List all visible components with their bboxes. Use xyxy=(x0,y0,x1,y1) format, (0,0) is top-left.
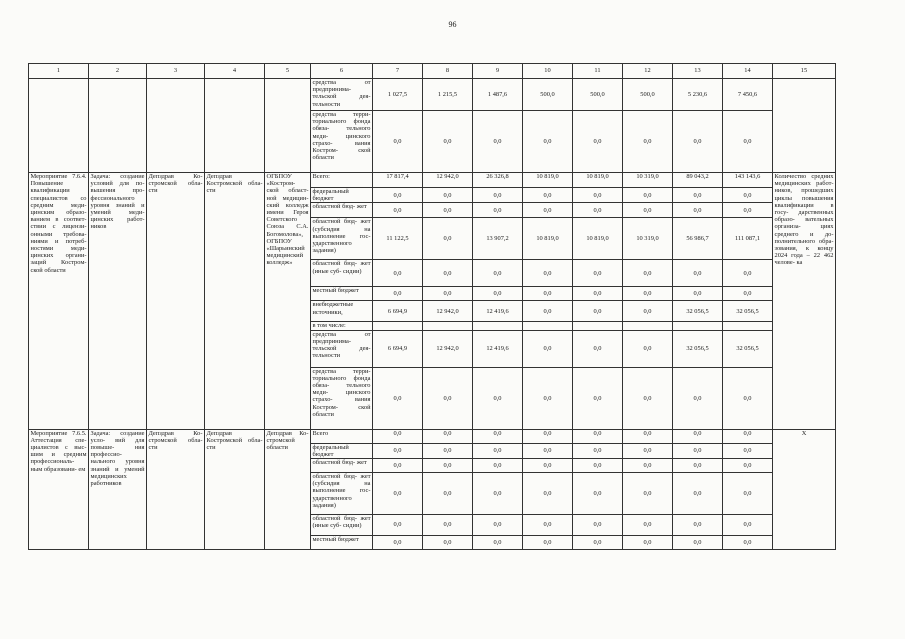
amount-cell: 32 056,5 xyxy=(673,301,723,322)
amount-cell: 0,0 xyxy=(573,330,623,367)
amount-cell: 0,0 xyxy=(373,429,423,443)
amount-cell: 0,0 xyxy=(423,203,473,218)
amount-cell xyxy=(423,322,473,330)
coexecutor-cell: Депздрав Ко- стромской обла- сти xyxy=(147,429,205,549)
amount-cell xyxy=(373,322,423,330)
amount-cell: 1 215,5 xyxy=(423,79,473,111)
amount-cell: 0,0 xyxy=(373,367,423,429)
measure-name-cell: Мероприятие 7.6.5. Аттестация спе- циалистов с выс- шим и средним профессиональ- ным образовани- ем xyxy=(29,429,89,549)
amount-cell: 0,0 xyxy=(573,203,623,218)
amount-cell: 0,0 xyxy=(523,301,573,322)
amount-cell: 0,0 xyxy=(423,536,473,550)
amount-cell: 0,0 xyxy=(523,459,573,473)
amount-cell: 1 027,5 xyxy=(373,79,423,111)
amount-cell: 0,0 xyxy=(373,473,423,515)
amount-cell: 0,0 xyxy=(373,443,423,458)
amount-cell: 0,0 xyxy=(723,260,773,287)
amount-cell: 0,0 xyxy=(473,473,523,515)
amount-cell: 0,0 xyxy=(523,111,573,173)
amount-cell: 0,0 xyxy=(623,330,673,367)
amount-cell: 0,0 xyxy=(373,188,423,203)
amount-cell: 0,0 xyxy=(473,188,523,203)
amount-cell: 10 319,0 xyxy=(623,173,673,188)
amount-cell: 111 087,1 xyxy=(723,218,773,260)
amount-cell: 12 942,0 xyxy=(423,330,473,367)
column-number-cell: 15 xyxy=(773,64,836,79)
amount-cell: 0,0 xyxy=(423,429,473,443)
amount-cell: 0,0 xyxy=(573,515,623,536)
page-number: 96 xyxy=(448,20,457,29)
funding-source-cell: местный бюджет xyxy=(311,536,373,550)
amount-cell: 32 056,5 xyxy=(723,301,773,322)
executor-cell: ОГБПОУ «Костром- ской област- ной медицин- ский колледж имени Героя Советского Союза С.А. Богомолова», ОГБПОУ «Шарьинский медицинский колледж» xyxy=(265,173,311,430)
amount-cell: 0,0 xyxy=(523,203,573,218)
amount-cell: 0,0 xyxy=(573,260,623,287)
amount-cell: 0,0 xyxy=(673,287,723,301)
column-number-cell: 3 xyxy=(147,64,205,79)
amount-cell: 0,0 xyxy=(573,473,623,515)
table-row xyxy=(29,173,836,188)
empty-cell xyxy=(147,79,205,173)
amount-cell: 0,0 xyxy=(673,260,723,287)
column-number-cell: 13 xyxy=(673,64,723,79)
amount-cell xyxy=(723,322,773,330)
column-number-cell: 11 xyxy=(573,64,623,79)
amount-cell: 0,0 xyxy=(523,473,573,515)
amount-cell: 0,0 xyxy=(573,536,623,550)
amount-cell: 0,0 xyxy=(523,515,573,536)
amount-cell: 1 487,6 xyxy=(473,79,523,111)
amount-cell: 0,0 xyxy=(673,473,723,515)
funding-source-cell: областной бюд- жет (субсидия на выполнение гос- ударственного задания) xyxy=(311,218,373,260)
amount-cell: 0,0 xyxy=(673,111,723,173)
amount-cell: 0,0 xyxy=(423,287,473,301)
amount-cell: 0,0 xyxy=(623,260,673,287)
empty-cell xyxy=(773,79,836,173)
amount-cell: 0,0 xyxy=(673,188,723,203)
amount-cell: 0,0 xyxy=(423,260,473,287)
funding-table xyxy=(28,63,836,550)
indicator-cell: Количество средних медицинских работ- ников, прошедших циклы повышения квалификации в госу- дарственных образо- вательных организа- циях среднего и до- полнительного обра- зования, к концу 2024 года – 22 462 челове- ка xyxy=(773,173,836,430)
executor-cell: Депздрав Ко- стромской области xyxy=(265,429,311,549)
amount-cell: 0,0 xyxy=(473,287,523,301)
funding-source-cell: в том числе: xyxy=(311,322,373,330)
column-number-row xyxy=(29,64,836,79)
amount-cell: 7 450,6 xyxy=(723,79,773,111)
amount-cell: 0,0 xyxy=(623,536,673,550)
amount-cell: 0,0 xyxy=(373,287,423,301)
amount-cell: 0,0 xyxy=(473,367,523,429)
amount-cell: 0,0 xyxy=(623,203,673,218)
amount-cell: 0,0 xyxy=(723,429,773,443)
funding-source-cell: областной бюд- жет xyxy=(311,459,373,473)
amount-cell: 0,0 xyxy=(423,218,473,260)
amount-cell: 0,0 xyxy=(473,443,523,458)
funding-source-cell: областной бюд- жет (иные суб- сидии) xyxy=(311,260,373,287)
task-cell: Задача: создание усло- вий для повыше- ния профессио- нального уровня знаний и умений медицинских работников xyxy=(89,429,147,549)
amount-cell: 0,0 xyxy=(423,459,473,473)
empty-cell xyxy=(265,79,311,173)
amount-cell: 0,0 xyxy=(573,443,623,458)
table-row xyxy=(29,79,836,111)
amount-cell: 5 230,6 xyxy=(673,79,723,111)
amount-cell: 0,0 xyxy=(623,367,673,429)
amount-cell: 0,0 xyxy=(523,443,573,458)
funding-source-cell: Всего: xyxy=(311,173,373,188)
amount-cell: 0,0 xyxy=(373,111,423,173)
amount-cell: 6 694,9 xyxy=(373,330,423,367)
amount-cell: 0,0 xyxy=(723,459,773,473)
column-number-cell: 10 xyxy=(523,64,573,79)
amount-cell: 0,0 xyxy=(523,188,573,203)
table-row xyxy=(29,429,836,443)
amount-cell: 0,0 xyxy=(673,203,723,218)
amount-cell: 0,0 xyxy=(623,443,673,458)
empty-cell xyxy=(89,79,147,173)
amount-cell: 0,0 xyxy=(373,459,423,473)
amount-cell: 0,0 xyxy=(623,287,673,301)
funding-source-cell: областной бюд- жет (субсидия на выполнение гос- ударственного задания) xyxy=(311,473,373,515)
amount-cell: 0,0 xyxy=(523,429,573,443)
amount-cell: 12 942,0 xyxy=(423,173,473,188)
amount-cell: 0,0 xyxy=(523,330,573,367)
amount-cell: 0,0 xyxy=(673,367,723,429)
amount-cell: 10 819,0 xyxy=(573,173,623,188)
amount-cell: 0,0 xyxy=(373,536,423,550)
amount-cell: 0,0 xyxy=(473,429,523,443)
amount-cell: 0,0 xyxy=(373,203,423,218)
empty-cell xyxy=(205,79,265,173)
amount-cell: 0,0 xyxy=(723,203,773,218)
measure-name-cell: Мероприятие 7.6.4. Повышение квалификации специалистов со средним меди- цинским образо- ванием в соответ- ствии с лицензи- онными требова- ниями и потреб- ностями меди- цинских органи- заций Костром- ской области xyxy=(29,173,89,430)
amount-cell: 56 986,7 xyxy=(673,218,723,260)
amount-cell: 32 056,5 xyxy=(723,330,773,367)
funding-source-cell: средства от предпринима- тельской дея- тельности xyxy=(311,330,373,367)
amount-cell xyxy=(473,322,523,330)
funding-source-cell: местный бюджет xyxy=(311,287,373,301)
amount-cell: 0,0 xyxy=(723,111,773,173)
amount-cell: 0,0 xyxy=(523,536,573,550)
amount-cell: 0,0 xyxy=(673,459,723,473)
amount-cell: 0,0 xyxy=(623,429,673,443)
amount-cell: 0,0 xyxy=(373,515,423,536)
amount-cell: 0,0 xyxy=(523,287,573,301)
funding-source-cell: областной бюд- жет xyxy=(311,203,373,218)
amount-cell: 0,0 xyxy=(723,443,773,458)
amount-cell xyxy=(673,322,723,330)
amount-cell: 0,0 xyxy=(573,301,623,322)
amount-cell: 17 817,4 xyxy=(373,173,423,188)
responsible-cell: Депздрав Костромской обла- сти xyxy=(205,429,265,549)
amount-cell: 11 122,5 xyxy=(373,218,423,260)
amount-cell: 0,0 xyxy=(573,188,623,203)
amount-cell: 13 907,2 xyxy=(473,218,523,260)
column-number-cell: 12 xyxy=(623,64,673,79)
amount-cell: 0,0 xyxy=(673,443,723,458)
amount-cell: 0,0 xyxy=(623,111,673,173)
amount-cell: 0,0 xyxy=(373,260,423,287)
amount-cell: 143 143,6 xyxy=(723,173,773,188)
amount-cell: 0,0 xyxy=(723,515,773,536)
amount-cell: 0,0 xyxy=(473,203,523,218)
column-number-cell: 8 xyxy=(423,64,473,79)
amount-cell: 0,0 xyxy=(473,111,523,173)
amount-cell: 0,0 xyxy=(473,515,523,536)
amount-cell: 10 819,0 xyxy=(523,218,573,260)
column-number-cell: 1 xyxy=(29,64,89,79)
amount-cell: 500,0 xyxy=(573,79,623,111)
column-number-cell: 4 xyxy=(205,64,265,79)
amount-cell: 12 419,6 xyxy=(473,330,523,367)
amount-cell: 0,0 xyxy=(423,111,473,173)
amount-cell: 0,0 xyxy=(573,459,623,473)
amount-cell: 0,0 xyxy=(423,515,473,536)
column-number-cell: 6 xyxy=(311,64,373,79)
column-number-cell: 14 xyxy=(723,64,773,79)
column-number-cell: 5 xyxy=(265,64,311,79)
indicator-cell: X xyxy=(773,429,836,549)
amount-cell: 12 419,6 xyxy=(473,301,523,322)
amount-cell xyxy=(623,322,673,330)
amount-cell: 500,0 xyxy=(523,79,573,111)
amount-cell xyxy=(523,322,573,330)
amount-cell: 0,0 xyxy=(723,473,773,515)
amount-cell: 0,0 xyxy=(673,515,723,536)
amount-cell: 0,0 xyxy=(623,459,673,473)
amount-cell: 0,0 xyxy=(573,111,623,173)
amount-cell: 0,0 xyxy=(623,188,673,203)
amount-cell: 0,0 xyxy=(423,443,473,458)
amount-cell: 0,0 xyxy=(423,367,473,429)
amount-cell xyxy=(573,322,623,330)
funding-source-cell: внебюджетные источники, xyxy=(311,301,373,322)
funding-source-cell: средства терри- ториального фонда обяза- тельного меди- цинского страхо- вания Костром- ской области xyxy=(311,111,373,173)
amount-cell: 0,0 xyxy=(623,515,673,536)
amount-cell: 0,0 xyxy=(523,367,573,429)
amount-cell: 0,0 xyxy=(573,367,623,429)
amount-cell: 0,0 xyxy=(423,473,473,515)
amount-cell: 10 319,0 xyxy=(623,218,673,260)
column-number-cell: 7 xyxy=(373,64,423,79)
amount-cell: 0,0 xyxy=(473,260,523,287)
amount-cell: 0,0 xyxy=(673,536,723,550)
amount-cell: 6 694,9 xyxy=(373,301,423,322)
amount-cell: 26 326,8 xyxy=(473,173,523,188)
responsible-cell: Депздрав Костромской обла- сти xyxy=(205,173,265,430)
funding-source-cell: Всего xyxy=(311,429,373,443)
amount-cell: 12 942,0 xyxy=(423,301,473,322)
column-number-cell: 2 xyxy=(89,64,147,79)
amount-cell: 0,0 xyxy=(573,429,623,443)
task-cell: Задача: создание условий для по- вышения про- фессионального уровня знаний и умений меди- цинских работ- ников xyxy=(89,173,147,430)
amount-cell: 0,0 xyxy=(723,536,773,550)
empty-cell xyxy=(29,79,89,173)
funding-source-cell: федеральный бюджет xyxy=(311,443,373,458)
amount-cell: 0,0 xyxy=(573,287,623,301)
coexecutor-cell: Депздрав Ко- стромской обла- сти xyxy=(147,173,205,430)
amount-cell: 0,0 xyxy=(523,260,573,287)
amount-cell: 0,0 xyxy=(473,536,523,550)
amount-cell: 0,0 xyxy=(723,367,773,429)
amount-cell: 500,0 xyxy=(623,79,673,111)
funding-source-cell: средства терри- ториального фонда обяза- тельного меди- цинского страхо- вания Костром- ской области xyxy=(311,367,373,429)
funding-source-cell: областной бюд- жет (иные суб- сидии) xyxy=(311,515,373,536)
funding-source-cell: федеральный бюджет xyxy=(311,188,373,203)
amount-cell: 10 819,0 xyxy=(573,218,623,260)
amount-cell: 89 043,2 xyxy=(673,173,723,188)
amount-cell: 32 056,5 xyxy=(673,330,723,367)
amount-cell: 0,0 xyxy=(423,188,473,203)
amount-cell: 10 819,0 xyxy=(523,173,573,188)
amount-cell: 0,0 xyxy=(623,473,673,515)
amount-cell: 0,0 xyxy=(473,459,523,473)
funding-source-cell: средства от предпринима- тельской дея- тельности xyxy=(311,79,373,111)
amount-cell: 0,0 xyxy=(673,429,723,443)
amount-cell: 0,0 xyxy=(623,301,673,322)
amount-cell: 0,0 xyxy=(723,188,773,203)
column-number-cell: 9 xyxy=(473,64,523,79)
amount-cell: 0,0 xyxy=(723,287,773,301)
